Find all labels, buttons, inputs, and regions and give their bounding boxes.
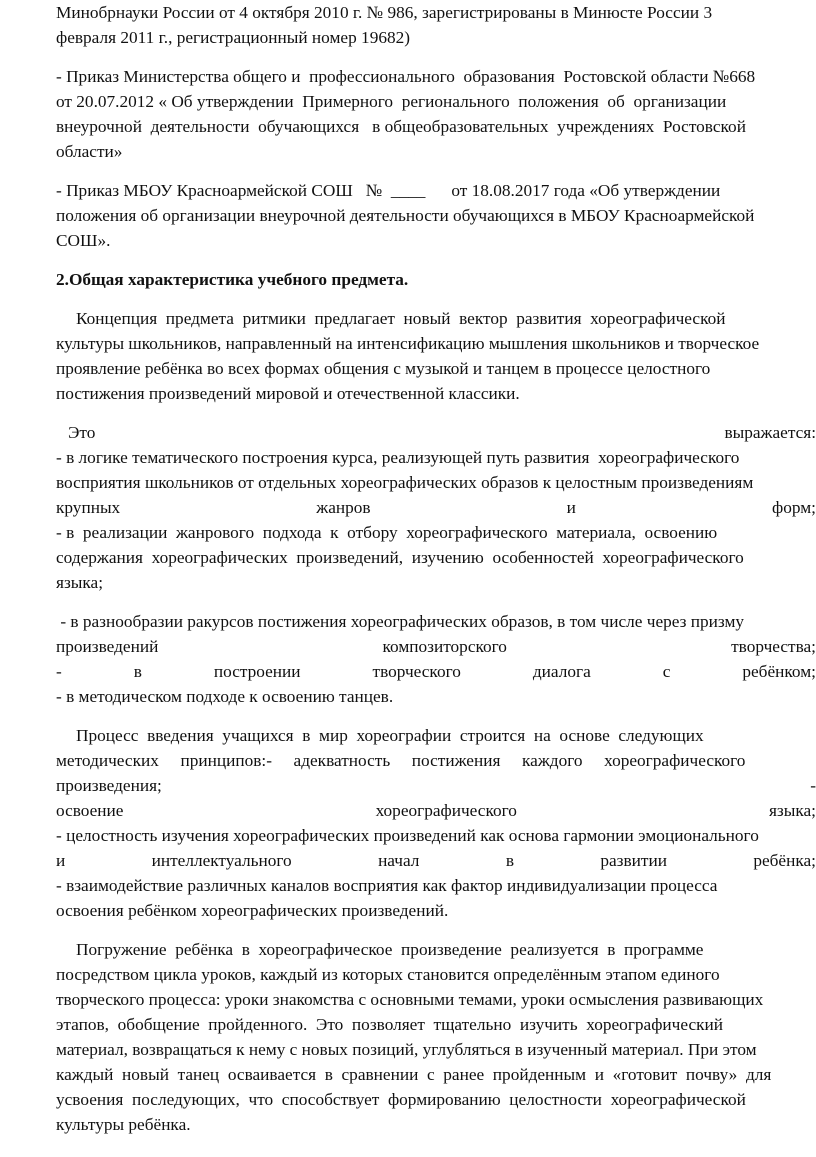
text-line: Процесс введения учащихся в мир хореографии строится на основе следующих (76, 726, 704, 745)
heading-text: 2.Общая характеристика учебного предмета. (56, 270, 409, 289)
word: языка; (768, 801, 816, 820)
paragraph-concept-cont (56, 331, 816, 406)
text-line: проявление ребёнка во всех формах общения с музыкой и танцем в процессе целостного (56, 359, 711, 378)
text-line: СОШ». (56, 231, 111, 250)
word: хореографического (375, 801, 517, 820)
word: ребёнком; (742, 662, 816, 681)
word: диалога (532, 662, 591, 681)
justified-line (56, 495, 816, 520)
justified-line (56, 420, 816, 445)
text-line: от 20.07.2012 « Об утверждении Примерного регионального положения об организации (56, 92, 727, 111)
paragraph-order-rostov (56, 64, 816, 164)
paragraph-principles (56, 723, 816, 923)
text-line: творческого процесса: уроки знакомства с основными темами, уроки осмысления развивающих (56, 990, 764, 1009)
paragraph-order-school (56, 178, 816, 253)
text-line: методических принципов:- адекватность постижения каждого хореографического (56, 751, 746, 770)
word: - (56, 662, 62, 681)
text-line: внеурочной деятельности обучающихся в общеобразовательных учреждениях Ростовской (56, 117, 746, 136)
text-line: каждый новый танец осваивается в сравнении с ранее пройденным и «готовит почву» для (56, 1065, 772, 1084)
paragraph-immersion (56, 937, 816, 1137)
justified-line (56, 798, 816, 823)
word: ребёнка; (753, 851, 816, 870)
text-line: Погружение ребёнка в хореографическое произведение реализуется в программе (76, 940, 704, 959)
text-line: - в реализации жанрового подхода к отбору хореографического материала, освоению (56, 523, 718, 542)
text-line: - Приказ МБОУ Красноармейской СОШ № ____ от 18.08.2017 года «Об утверждении (56, 181, 721, 200)
text-line: культуры ребёнка. (56, 1115, 191, 1134)
text-line: содержания хореографических произведений, изучению особенностей хореографического (56, 548, 744, 567)
word: выражается: (724, 423, 816, 442)
text-line: - в методическом подходе к освоению танцев. (56, 687, 394, 706)
text-line: - Приказ Министерства общего и профессионального образования Ростовской области №668 (56, 67, 756, 86)
word: жанров (316, 498, 371, 517)
text-line: усвоения последующих, что способствует формированию целостности хореографической (56, 1090, 746, 1109)
paragraph-aspects (56, 609, 816, 709)
text-line: - в разнообразии ракурсов постижения хореографических образов, в том числе через призму (56, 612, 745, 631)
justified-line (56, 773, 816, 798)
paragraph-concept (56, 306, 816, 331)
word: в (505, 851, 514, 870)
paragraph-ministry-ref (56, 0, 816, 50)
word: интеллектуального (151, 851, 292, 870)
word: развитии (600, 851, 667, 870)
text-line: посредством цикла уроков, каждый из которых становится определённым этапом единого (56, 965, 720, 984)
text-line: - в логике тематического построения курса, реализующей путь развития хореографического (56, 448, 740, 467)
justified-line (56, 634, 816, 659)
section-heading (56, 267, 816, 292)
text-line: - целостность изучения хореографических произведений как основа гармонии эмоционального (56, 826, 759, 845)
word: Это (68, 423, 96, 442)
text-line: материал, возвращаться к нему с новых позиций, углубляться в изученный материал. При этом (56, 1040, 757, 1059)
justified-line (56, 848, 816, 873)
word: творчества; (731, 637, 816, 656)
text-line: освоения ребёнком хореографических произведений. (56, 901, 449, 920)
paragraph-expressed (56, 420, 816, 595)
text-line: постижения произведений мировой и отечественной классики. (56, 384, 520, 403)
text-line: восприятия школьников от отдельных хореографических образов к целостным произведениям (56, 473, 754, 492)
text-line: положения об организации внеурочной деятельности обучающихся в МБОУ Красноармейской (56, 206, 755, 225)
text-line: - взаимодействие различных каналов восприятия как фактор индивидуализации процесса (56, 876, 718, 895)
word: освоение (56, 801, 124, 820)
text-line: Минобрнауки России от 4 октября 2010 г. № 986, зарегистрированы в Минюсте России 3 (56, 3, 713, 22)
document-body (56, 0, 816, 1137)
word: построении (213, 662, 301, 681)
justified-line (56, 659, 816, 684)
word: - (810, 776, 816, 795)
word: форм; (772, 498, 816, 517)
word: начал (378, 851, 420, 870)
text-line: Концепция предмета ритмики предлагает новый вектор развития хореографической (76, 309, 726, 328)
text-line: этапов, обобщение пройденного. Это позволяет тщательно изучить хореографический (56, 1015, 724, 1034)
word: произведения; (56, 776, 162, 795)
word: с (662, 662, 671, 681)
word: в (133, 662, 142, 681)
word: творческого (372, 662, 461, 681)
text-line: области» (56, 142, 123, 161)
word: произведений (56, 637, 159, 656)
word: композиторского (382, 637, 507, 656)
word: и (56, 851, 66, 870)
word: и (566, 498, 576, 517)
word: крупных (56, 498, 121, 517)
text-line: языка; (56, 573, 103, 592)
text-line: февраля 2011 г., регистрационный номер 19682) (56, 28, 411, 47)
text-line: культуры школьников, направленный на интенсификацию мышления школьников и творческое (56, 334, 760, 353)
